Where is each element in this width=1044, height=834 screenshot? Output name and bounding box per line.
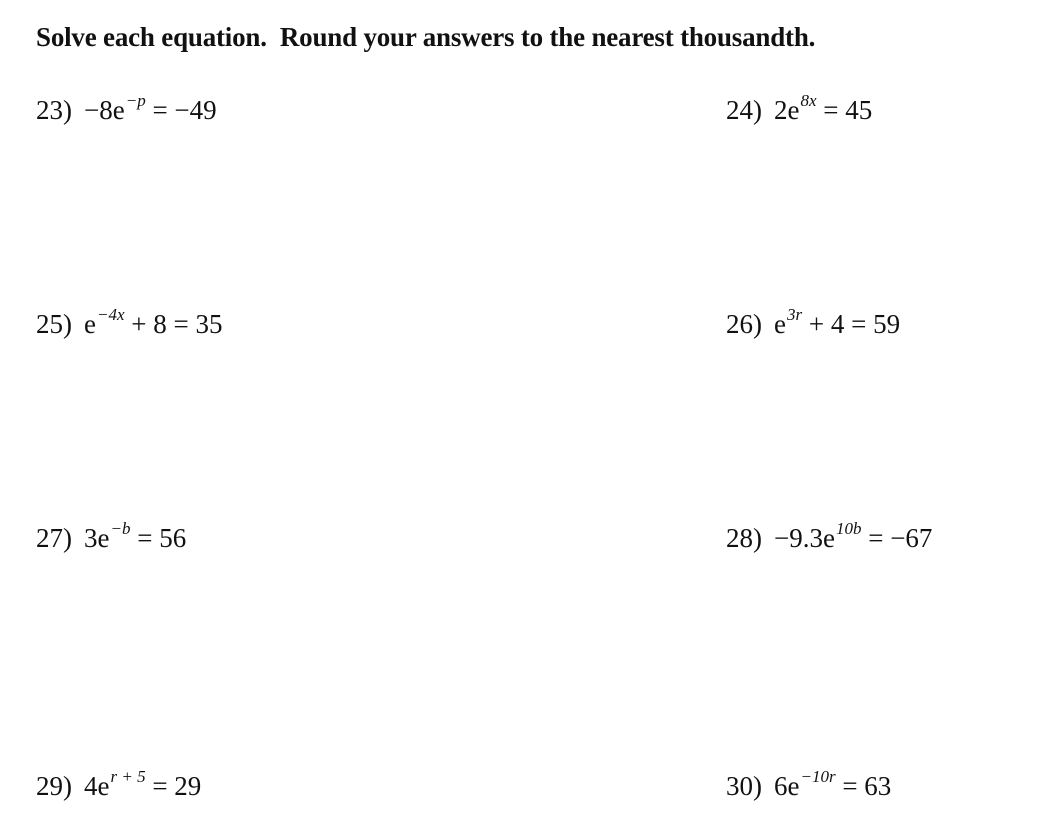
equation-rhs: = −67 [861, 523, 933, 553]
problem-number: 26) [726, 309, 762, 339]
equation-exponent: 3r [786, 305, 803, 324]
problem-number: 27) [36, 523, 72, 553]
equation-rhs: = 29 [145, 771, 202, 801]
equation-exponent: −4x [96, 305, 125, 324]
problem-24 [726, 91, 873, 125]
equation-base: 3e [84, 523, 110, 553]
equation-exponent: r + 5 [110, 767, 146, 786]
equation-base: 4e [84, 771, 110, 801]
problem-number: 28) [726, 523, 762, 553]
problem-26 [726, 305, 901, 339]
equation-base: e [84, 309, 96, 339]
problem-number: 23) [36, 95, 72, 125]
problem-28 [726, 519, 933, 553]
equation-exponent: −10r [800, 767, 836, 786]
equation-base: 6e [774, 771, 800, 801]
equation-base: −9.3e [774, 523, 835, 553]
equation-rhs: + 4 = 59 [802, 309, 901, 339]
problem-number: 30) [726, 771, 762, 801]
equation-rhs: = 45 [816, 95, 873, 125]
equation-rhs: + 8 = 35 [124, 309, 223, 339]
equation-exponent: −p [125, 91, 146, 110]
problem-27 [36, 519, 187, 553]
equation-exponent: 10b [835, 519, 862, 538]
equation-exponent: 8x [800, 91, 817, 110]
problem-23 [36, 91, 217, 125]
equation-exponent: −b [110, 519, 131, 538]
equation-rhs: = −49 [145, 95, 217, 125]
instructions-heading: Solve each equation. Round your answers to the nearest thousandth. [36, 22, 816, 52]
problem-25 [36, 305, 223, 339]
problem-number: 29) [36, 771, 72, 801]
problem-29 [36, 767, 202, 801]
problem-30 [726, 767, 892, 801]
problem-number: 25) [36, 309, 72, 339]
equation-rhs: = 56 [130, 523, 187, 553]
equation-base: 2e [774, 95, 800, 125]
equation-rhs: = 63 [835, 771, 892, 801]
equation-base: e [774, 309, 786, 339]
equation-base: −8e [84, 95, 125, 125]
problem-number: 24) [726, 95, 762, 125]
